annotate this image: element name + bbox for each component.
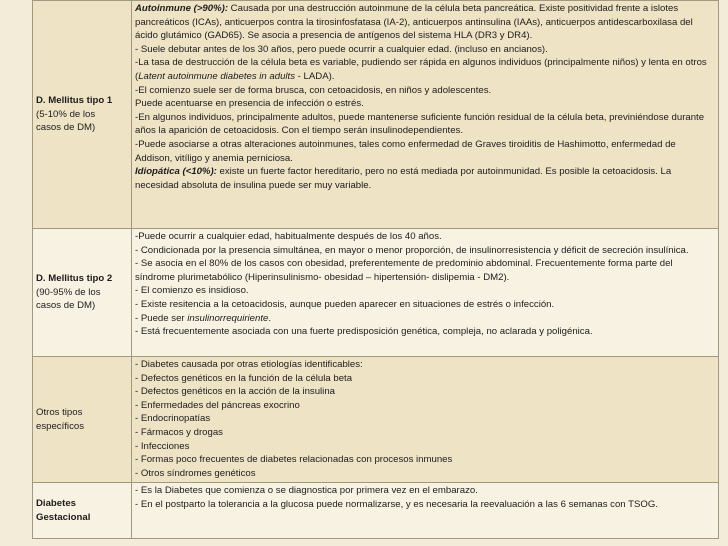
table-row xyxy=(33,229,719,357)
label-line: D. Mellitus tipo 2 xyxy=(36,273,113,285)
content-italic: insulinorrequiriente xyxy=(187,312,269,324)
row-content-type1 xyxy=(132,1,719,229)
content-paragraph xyxy=(135,56,715,83)
content-line: - Está frecuentemente asociada con una fuerte predisposición genética, compleja, no aclarada y poligénica. xyxy=(135,326,593,338)
content-line: -En algunos individuos, principalmente adultos, puede mantenerse suficiente función residual de la célula beta, previniéndose durante años la aparición de cetoacidosis. Con el tiempo serán insulinodependientes. xyxy=(135,111,705,137)
label-line: D. Mellitus tipo 1 xyxy=(36,95,113,107)
content-line: -Puede ocurrir a cualquier edad, habitualmente después de los 40 años. xyxy=(135,231,442,242)
row-content-type2 xyxy=(132,229,719,357)
label-line: específicos xyxy=(36,420,84,432)
content-line: - El comienzo es insidioso. xyxy=(135,285,249,297)
content-line: - Se asocia en el 80% de los casos con obesidad, preferentemente de predominio abdominal. Frecuentemente forma parte del síndrome plurimetabólico (Hiperinsulinismo- obesidad – hipertensión- dislipemia - DM2). xyxy=(135,258,673,283)
content-line: - Infecciones xyxy=(135,440,190,452)
label-line: casos de DM) xyxy=(36,300,96,312)
diabetes-classification-table xyxy=(32,0,719,539)
content-italic: Latent autoinmune diabetes in adults xyxy=(138,71,296,83)
label-line: casos de DM) xyxy=(36,122,96,134)
content-line: -El comienzo suele ser de forma brusca, con cetoacidosis, en niños y adolescentes. xyxy=(135,84,492,96)
content-line: - En el postparto la tolerancia a la glucosa puede normalizarse, y es necesaria la reevaluación a las 6 semanas con TSOG. xyxy=(135,498,658,510)
content-paragraph xyxy=(135,2,715,43)
content-line: - Endocrinopatías xyxy=(135,413,211,425)
content-text: Causada por una destrucción autoinmune de la célula beta pancreática. Existe positividad frente a islotes pancreáticos (ICAs), anticuerpos contra la tirosinfosfatasa (IA-2), anticuerpos antinsulina (IAAs), anticuerpos antidescarboxilasa del ácido glutámico (GAD65). Se asocia a presencia de antígenos del sistema HLA (DR3 y DR4). xyxy=(135,3,693,42)
label-line: Gestacional xyxy=(36,511,91,523)
row-content-other-types xyxy=(132,357,719,483)
content-line: - Diabetes causada por otras etiologías identificables: xyxy=(135,359,363,370)
content-line: - Suele debutar antes de los 30 años, pero puede ocurrir a cualquier edad. (incluso en ancianos). xyxy=(135,43,548,55)
content-line: - Condicionada por la presencia simultánea, en mayor o menor proporción, de insulinorresistencia y déficit de secreción insulínica. xyxy=(135,244,689,256)
content-line: - Defectos genéticos en la acción de la insulina xyxy=(135,386,335,398)
label-line: Diabetes xyxy=(36,497,76,509)
row-content-gestational xyxy=(132,483,719,539)
content-text: . xyxy=(268,312,271,324)
content-paragraph xyxy=(135,312,715,326)
row-label-type1 xyxy=(33,1,132,229)
table-row xyxy=(33,357,719,483)
row-label-gestational xyxy=(33,483,132,539)
content-text: -La tasa de destrucción de la célula beta es variable, pudiendo ser rápida en algunos individuos (principalmente niños) y lenta en otros ( xyxy=(135,57,707,83)
content-text: existe un fuerte factor hereditario, pero no está mediada por autoinmunidad. Es posible la cetoacidosis. La necesidad absoluta de insulina puede ser muy variable. xyxy=(135,166,672,191)
label-line: Otros tipos xyxy=(36,406,83,418)
table-row xyxy=(33,483,719,539)
content-line: - Otros síndromes genéticos xyxy=(135,467,256,479)
autoinmune-title: Autoinmune (>90%): xyxy=(135,3,229,14)
content-line: - Es la Diabetes que comienza o se diagnostica por primera vez en el embarazo. xyxy=(135,485,478,496)
content-line: -Puede asociarse a otras alteraciones autoinmunes, tales como enfermedad de Graves tiroiditis de Hashimotto, enfermedad de Addison, vitíligo y anemia perniciosa. xyxy=(135,139,676,164)
content-line: - Fármacos y drogas xyxy=(135,427,223,439)
idiopatica-title: Idiopática (<10%): xyxy=(135,166,217,178)
row-label-type2 xyxy=(33,229,132,357)
row-label-other-types xyxy=(33,357,132,483)
content-paragraph xyxy=(135,165,715,192)
content-line: - Existe resitencia a la cetoacidosis, aunque pueden aparecer en situaciones de estrés o infección. xyxy=(135,299,555,311)
content-line: - Enfermedades del páncreas exocrino xyxy=(135,399,300,411)
label-line: (5-10% de los xyxy=(36,108,96,120)
label-line: (90-95% de los xyxy=(36,286,101,298)
table-row xyxy=(33,1,719,229)
content-line: Puede acentuarse en presencia de infección o estrés. xyxy=(135,98,364,110)
content-line: - Formas poco frecuentes de diabetes relacionadas con procesos inmunes xyxy=(135,454,453,466)
content-text: - LADA). xyxy=(295,71,335,83)
content-text: - Puede ser xyxy=(135,312,188,324)
content-line: - Defectos genéticos en la función de la célula beta xyxy=(135,372,353,384)
